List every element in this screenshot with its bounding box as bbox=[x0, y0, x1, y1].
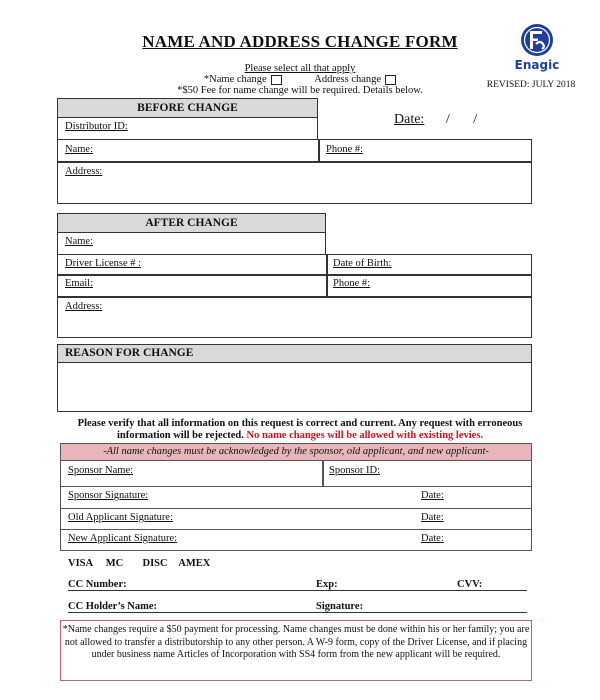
sponsor-signature-field[interactable] bbox=[161, 488, 411, 506]
divider bbox=[326, 255, 328, 296]
select-prompt: Please select all that apply bbox=[244, 63, 356, 74]
sponsor-date-label: Date: bbox=[421, 490, 444, 501]
card-type-disc[interactable]: DISC bbox=[142, 558, 168, 569]
sponsor-signature-label: Sponsor Signature: bbox=[68, 490, 149, 501]
cc-holder-label: CC Holder’s Name: bbox=[68, 601, 158, 612]
cvv-label: CVV: bbox=[457, 579, 483, 590]
old-applicant-signature-field[interactable] bbox=[181, 510, 411, 528]
sponsor-date-field[interactable] bbox=[451, 488, 526, 506]
sponsor-name-label: Sponsor Name: bbox=[68, 465, 134, 476]
divider bbox=[61, 508, 531, 509]
sponsor-name-field[interactable] bbox=[141, 463, 316, 483]
divider bbox=[58, 161, 531, 163]
before-change-header-box bbox=[57, 98, 318, 140]
date-separator-2: / bbox=[473, 112, 478, 127]
acknowledgement-box bbox=[60, 443, 532, 551]
before-change-details-box bbox=[57, 139, 532, 204]
cc-holder-field[interactable] bbox=[68, 598, 308, 613]
before-phone-label: Phone #: bbox=[326, 144, 364, 155]
exp-label: Exp: bbox=[316, 579, 338, 590]
after-change-details-box bbox=[57, 254, 532, 338]
before-address-label: Address: bbox=[65, 166, 103, 177]
old-applicant-signature-label: Old Applicant Signature: bbox=[68, 512, 173, 523]
name-change-checkbox[interactable] bbox=[271, 75, 282, 85]
after-email-field[interactable] bbox=[103, 276, 321, 294]
address-change-checkbox[interactable] bbox=[385, 75, 396, 85]
date-label: Date: bbox=[394, 112, 425, 127]
sponsor-id-label: Sponsor ID: bbox=[329, 465, 381, 476]
reason-field[interactable] bbox=[63, 366, 525, 408]
date-separator-1: / bbox=[445, 112, 450, 127]
after-name-field[interactable] bbox=[103, 234, 318, 253]
old-applicant-date-field[interactable] bbox=[451, 510, 526, 528]
new-applicant-date-label: Date: bbox=[421, 533, 444, 544]
divider bbox=[318, 140, 320, 161]
revised-date: REVISED: JULY 2018 bbox=[486, 80, 576, 90]
divider bbox=[61, 486, 531, 487]
card-types bbox=[68, 558, 210, 569]
name-change-label: *Name change bbox=[203, 74, 267, 85]
cc-signature-field[interactable] bbox=[308, 598, 527, 613]
cc-number-label: CC Number: bbox=[68, 579, 127, 590]
new-applicant-signature-label: New Applicant Signature: bbox=[68, 533, 178, 544]
reason-box bbox=[57, 344, 532, 412]
fee-note: *$50 Fee for name change will be required. Details below. bbox=[177, 85, 423, 96]
logo-text: Enagic bbox=[514, 58, 560, 72]
before-distributor-id-label: Distributor ID: bbox=[65, 121, 128, 132]
sponsor-id-field[interactable] bbox=[386, 463, 526, 483]
new-applicant-signature-field[interactable] bbox=[186, 531, 411, 549]
signature-label: Signature: bbox=[316, 601, 364, 612]
cc-number-field[interactable] bbox=[68, 576, 308, 591]
after-address-field[interactable] bbox=[63, 313, 525, 335]
after-change-heading: AFTER CHANGE bbox=[58, 214, 325, 233]
enagic-logo bbox=[511, 22, 563, 79]
before-distributor-id-field[interactable] bbox=[158, 119, 313, 138]
after-dob-field[interactable] bbox=[403, 256, 528, 273]
divider bbox=[322, 461, 324, 486]
verify-statement bbox=[58, 418, 542, 442]
before-name-label: Name: bbox=[65, 144, 93, 155]
levies-warning: No name changes will be allowed with existing levies. bbox=[246, 430, 484, 441]
after-dob-label: Date of Birth: bbox=[333, 258, 392, 269]
card-type-visa[interactable]: VISA bbox=[68, 558, 93, 569]
enagic-logo-icon bbox=[511, 22, 563, 74]
acknowledgement-heading: -All name changes must be acknowledged by the sponsor, old applicant, and new applicant- bbox=[61, 444, 531, 461]
after-address-label: Address: bbox=[65, 301, 103, 312]
old-applicant-date-label: Date: bbox=[421, 512, 444, 523]
new-applicant-date-field[interactable] bbox=[451, 531, 526, 549]
card-type-mc[interactable]: MC bbox=[105, 558, 124, 569]
card-type-amex[interactable]: AMEX bbox=[178, 558, 211, 569]
date-field[interactable] bbox=[394, 112, 477, 128]
after-email-label: Email: bbox=[65, 278, 93, 289]
address-change-label: Address change bbox=[314, 74, 382, 85]
before-name-field[interactable] bbox=[103, 141, 313, 159]
after-driver-license-label: Driver License # : bbox=[65, 258, 142, 269]
after-change-header-box bbox=[57, 213, 326, 255]
after-phone-label: Phone #: bbox=[333, 278, 371, 289]
cvv-field[interactable] bbox=[456, 576, 527, 591]
before-address-field[interactable] bbox=[63, 178, 525, 200]
verify-text: Please verify that all information on this request is correct and current. Any request with erroneous information will be rejected. bbox=[77, 418, 523, 441]
after-phone-field[interactable] bbox=[388, 276, 528, 294]
before-change-heading: BEFORE CHANGE bbox=[58, 99, 317, 118]
divider bbox=[61, 529, 531, 530]
exp-field[interactable] bbox=[308, 576, 456, 591]
after-driver-license-field[interactable] bbox=[153, 256, 321, 273]
after-name-label: Name: bbox=[65, 236, 93, 247]
divider bbox=[58, 296, 531, 298]
form-title: NAME AND ADDRESS CHANGE FORM bbox=[142, 32, 458, 51]
reason-heading: REASON FOR CHANGE bbox=[58, 345, 531, 363]
before-phone-field[interactable] bbox=[378, 141, 528, 159]
fee-notice: *Name changes require a $50 payment for processing. Name changes must be done within his or her family; you are not allowed to transfer a distributorship to any other person. A W-9 form, copy of the Driver License, and if placing under business name Articles of Incorporation with SS4 form from the new applicant will be required. bbox=[60, 620, 532, 681]
